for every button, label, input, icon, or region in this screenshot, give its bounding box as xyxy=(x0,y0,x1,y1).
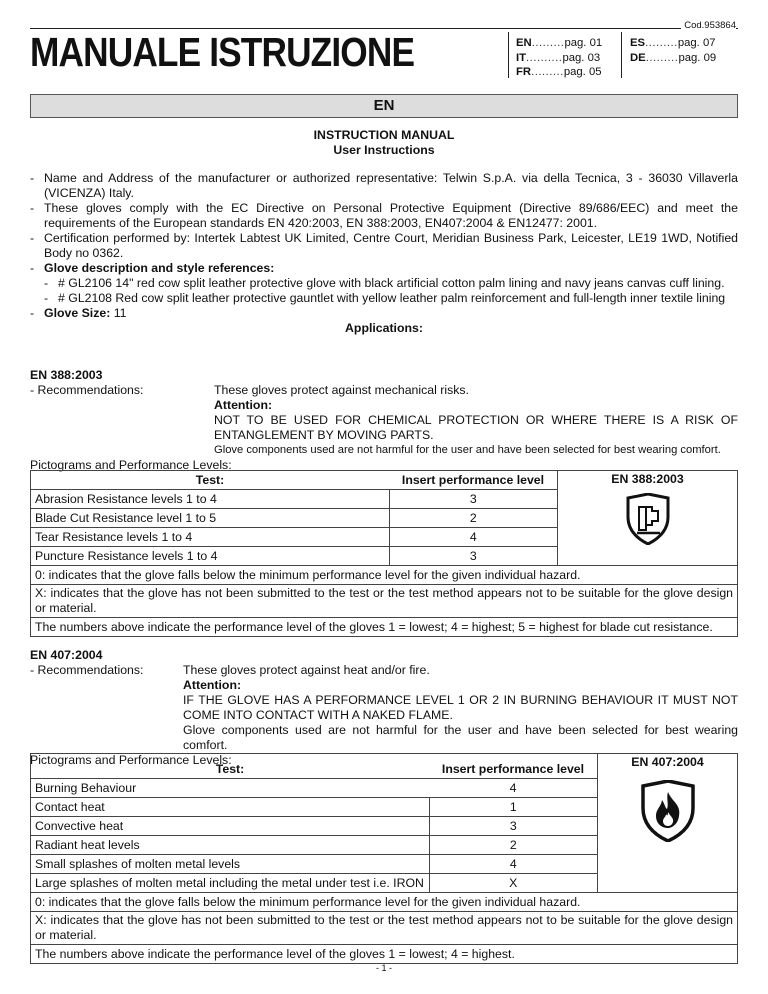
applications-heading: Applications: xyxy=(345,321,423,335)
col-level-header: Insert performance level xyxy=(441,762,585,776)
list-item: - Name and Address of the manufacturer or authorized representative: Telwin S.p.A. via della Tecnica, 3 - 36030 Villaverla (VICENZA) Italy. xyxy=(30,171,738,200)
section-label: EN xyxy=(30,94,738,118)
en407-table xyxy=(30,753,738,964)
list-item: - Glove description and style references: xyxy=(30,261,275,275)
recommendation-text: These gloves protect against mechanical risks. xyxy=(214,383,469,397)
table-row: Burning Behaviour 4 xyxy=(31,779,738,798)
index-entry[interactable]: ES ......... pag. 07 xyxy=(630,37,716,49)
en388-heading: EN 388:2003 xyxy=(30,368,103,382)
list-item: - # GL2106 14" red cow split leather protective glove with black artificial cotton palm lining and navy jeans canvas cuff lining. xyxy=(44,276,725,290)
language-index-right xyxy=(630,36,740,65)
footnote: 0: indicates that the glove falls below the minimum performance level for the given individual hazard. xyxy=(31,566,738,585)
attention-label: Attention: xyxy=(214,398,273,412)
recommendations-label: - Recommendations: xyxy=(30,383,144,397)
en407-section xyxy=(30,648,738,768)
footnote: X: indicates that the glove has not been submitted to the test or the test method appears not to be suitable for the glove design or material. xyxy=(31,912,738,945)
col-test-header: Test: xyxy=(195,472,225,487)
doc-subtitle: User Instructions xyxy=(333,143,435,157)
footnote: The numbers above indicate the performance level of the gloves 1 = lowest; 4 = highest. xyxy=(31,945,738,964)
pictograms-label: Pictograms and Performance Levels: xyxy=(30,458,232,472)
footnote: The numbers above indicate the performance level of the gloves 1 = lowest; 4 = highest; 5 = highest for blade cut resistance. xyxy=(31,618,738,637)
note-text: Glove components used are not harmful for the user and have been selected for best wearing comfort. xyxy=(214,444,721,456)
en407-table-wrap xyxy=(30,753,738,964)
col-test-header: Test: xyxy=(215,762,245,776)
table-row: Puncture Resistance levels 1 to 4 3 xyxy=(31,547,738,566)
intro-list xyxy=(30,171,738,336)
page-number: - 1 - xyxy=(375,963,392,973)
manual-title: MANUALE ISTRUZIONE xyxy=(30,29,415,75)
table-row: Tear Resistance levels 1 to 4 4 xyxy=(31,528,738,547)
table-row: Radiant heat levels 2 xyxy=(31,836,738,855)
table-row: Contact heat 1 xyxy=(31,798,738,817)
language-index-left xyxy=(516,36,616,80)
table-row: Abrasion Resistance levels 1 to 4 3 xyxy=(31,490,738,509)
index-entry[interactable]: EN ......... pag. 01 xyxy=(516,37,603,49)
warning-text: IF THE GLOVE HAS A PERFORMANCE LEVEL 1 OR 2 IN BURNING BEHAVIOUR IT MUST NOT COME INTO CONTACT WITH A NAKED FLAME. xyxy=(183,693,738,722)
attention-label: Attention: xyxy=(183,678,242,692)
table-row: Convective heat 3 xyxy=(31,817,738,836)
en388-table-wrap xyxy=(30,470,738,637)
standard-label: EN 388:2003 xyxy=(611,472,684,486)
table-row: Blade Cut Resistance level 1 to 5 2 xyxy=(31,509,738,528)
index-entry[interactable]: FR ......... pag. 05 xyxy=(516,66,602,78)
recommendation-text: These gloves protect against heat and/or fire. xyxy=(183,663,430,677)
warning-text: NOT TO BE USED FOR CHEMICAL PROTECTION OR WHERE THERE IS A RISK OF ENTANGLEMENT BY MOVING PARTS. xyxy=(214,413,738,442)
divider xyxy=(508,32,509,78)
pictograms-label: Pictograms and Performance Levels: xyxy=(30,753,232,767)
list-item: - These gloves comply with the EC Directive on Personal Protective Equipment (Directive 89/686/EEC) and meet the requirements of the European standards EN 420:2003, EN 388:2003, EN407:2004 & EN12477: 2001. xyxy=(30,201,738,230)
table-row: Small splashes of molten metal levels 4 xyxy=(31,855,738,874)
recommendations-label: - Recommendations: xyxy=(30,663,144,677)
list-item: - Certification performed by: Intertek Labtest UK Limited, Centre Court, Meridian Business Park, Leicester, LE19 1WD, Notified Body no 0362. xyxy=(30,231,738,260)
col-level-header: Insert performance level xyxy=(401,472,545,487)
footnote: X: indicates that the glove has not been submitted to the test or the test method appears not to be suitable for the glove design or material. xyxy=(31,585,738,618)
en388-section xyxy=(30,368,738,473)
document-code: Cod.953864 xyxy=(681,20,736,31)
table-row: Large splashes of molten metal including the metal under test i.e. IRON X xyxy=(31,874,738,893)
footnote: 0: indicates that the glove falls below the minimum performance level for the given individual hazard. xyxy=(31,893,738,912)
index-entry[interactable]: DE ......... pag. 09 xyxy=(630,51,717,64)
doc-title: INSTRUCTION MANUAL xyxy=(313,128,455,142)
note-text: Glove components used are not harmful for the user and have been selected for best wearing comfort. xyxy=(183,723,738,752)
list-item: - # GL2108 Red cow split leather protective gauntlet with yellow leather palm reinforcement and full-length inner textile lining xyxy=(44,291,726,305)
en407-heading: EN 407:2004 xyxy=(30,648,103,662)
heat-flame-icon xyxy=(639,780,697,842)
standard-label: EN 407:2004 xyxy=(631,755,704,769)
mechanical-risk-icon xyxy=(624,493,672,545)
divider xyxy=(621,32,622,78)
index-entry[interactable]: IT .......... pag. 03 xyxy=(516,51,601,64)
list-item: - Glove Size: 11 xyxy=(30,306,127,320)
en388-table xyxy=(30,470,738,637)
